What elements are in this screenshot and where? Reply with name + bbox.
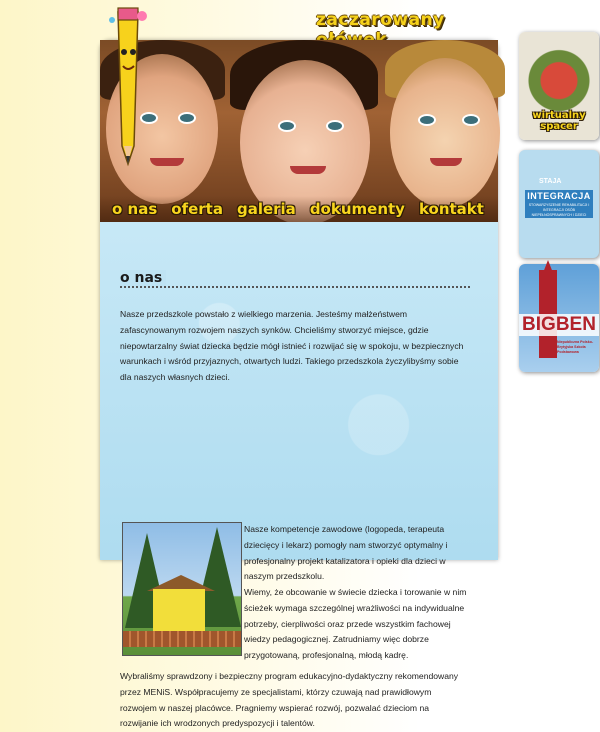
eye-icon (418, 114, 436, 126)
main-navigation (100, 196, 498, 222)
main-panel (100, 40, 498, 729)
house-wall (153, 589, 205, 633)
intro-paragraph: Nasze przedszkole powstało z wielkiego marzenia. Jesteśmy małżeństwem zafascynowanym rozwojem naszych synków. Chcieliśmy stworzyć miejsce, gdzie niepowtarzalny świat dziecka będzie mógł istnieć i rozwijać się w spokoju, w bezpiecznych warunkach i wśród przyjaznych, otwartych ludzi. Takiego przedszkola życzylibyśmy sobie dla naszych własnych dzieci. (120, 309, 464, 383)
content-area (100, 222, 498, 729)
nav-item-o-nas[interactable]: o nas (112, 200, 158, 218)
eye-icon (178, 112, 196, 124)
page-title: o nas (120, 270, 470, 288)
bigben-subtitle: Niepubliczna Polsko-Brytyjska Szkoła Podstawowa (557, 340, 594, 354)
site-logo-title: zaczarowany (316, 10, 445, 30)
eye-icon (278, 120, 296, 132)
approach-paragraph: Wiemy, że obcowanie w świecie dziecka i torowanie w nim ścieżek wymaga szczególnej wrażliwości na indywidualne potrzeby, cierpliwości oraz przede wszystkim fachowej wiedzy pedagogicznej. Zatrudniamy więc dobrze przygotowaną, profesjonalną, młodą kadrę. (244, 587, 467, 661)
program-paragraph: Wybraliśmy sprawdzony i bezpieczny program edukacyjno-dydaktyczny rekomendowany przez MENiS. Współpracujemy ze specjalistami, którzy czuwają nad prawidłowym rozwojem w naszej placówce. Pragniemy wspierać rozwój, pozwalać dzieciom na rozwijanie ich wrodzonych predyspozycji i talentów. (120, 671, 459, 729)
integracja-banner[interactable] (519, 150, 599, 258)
eye-icon (326, 120, 344, 132)
integracja-logo (525, 190, 593, 218)
smile-mouth (290, 166, 326, 174)
virtual-tour-banner[interactable] (519, 32, 599, 140)
bigben-title: BIGBEN (519, 314, 599, 336)
kindergarten-building-photo (122, 522, 242, 656)
virtual-tour-label: wirtualny spacer (532, 110, 586, 132)
integracja-top-text: STAJA (539, 178, 562, 185)
competence-paragraph: Nasze kompetencje zawodowe (logopeda, terapeuta dziecięcy i lekarz) pomogły nam stworzyć optymalny i profesjonalny projekt katalizatora i opieki dla dzieci w naszym przedszkolu. (244, 524, 448, 582)
nav-item-galeria[interactable]: galeria (236, 200, 296, 218)
integracja-title: INTEGRACJA (527, 191, 591, 201)
child-face-3 (390, 58, 500, 208)
nav-item-oferta[interactable]: oferta (171, 200, 223, 218)
bigben-banner[interactable] (519, 264, 599, 372)
header-banner-photo (100, 40, 498, 222)
integracja-subtitle: STOWARZYSZENIE REHABILITACJI I INTEGRACJI OSÓB NIEPEŁNOSPRAWNYCH I DZIECI (528, 203, 590, 217)
pencil-mascot-icon (104, 6, 152, 166)
nav-item-dokumenty[interactable]: dokumenty (309, 200, 405, 218)
fence-shape (123, 631, 241, 647)
nav-item-kontakt[interactable]: kontakt (418, 200, 484, 218)
smile-mouth (150, 158, 184, 166)
eye-icon (462, 114, 480, 126)
smile-mouth (430, 158, 462, 166)
